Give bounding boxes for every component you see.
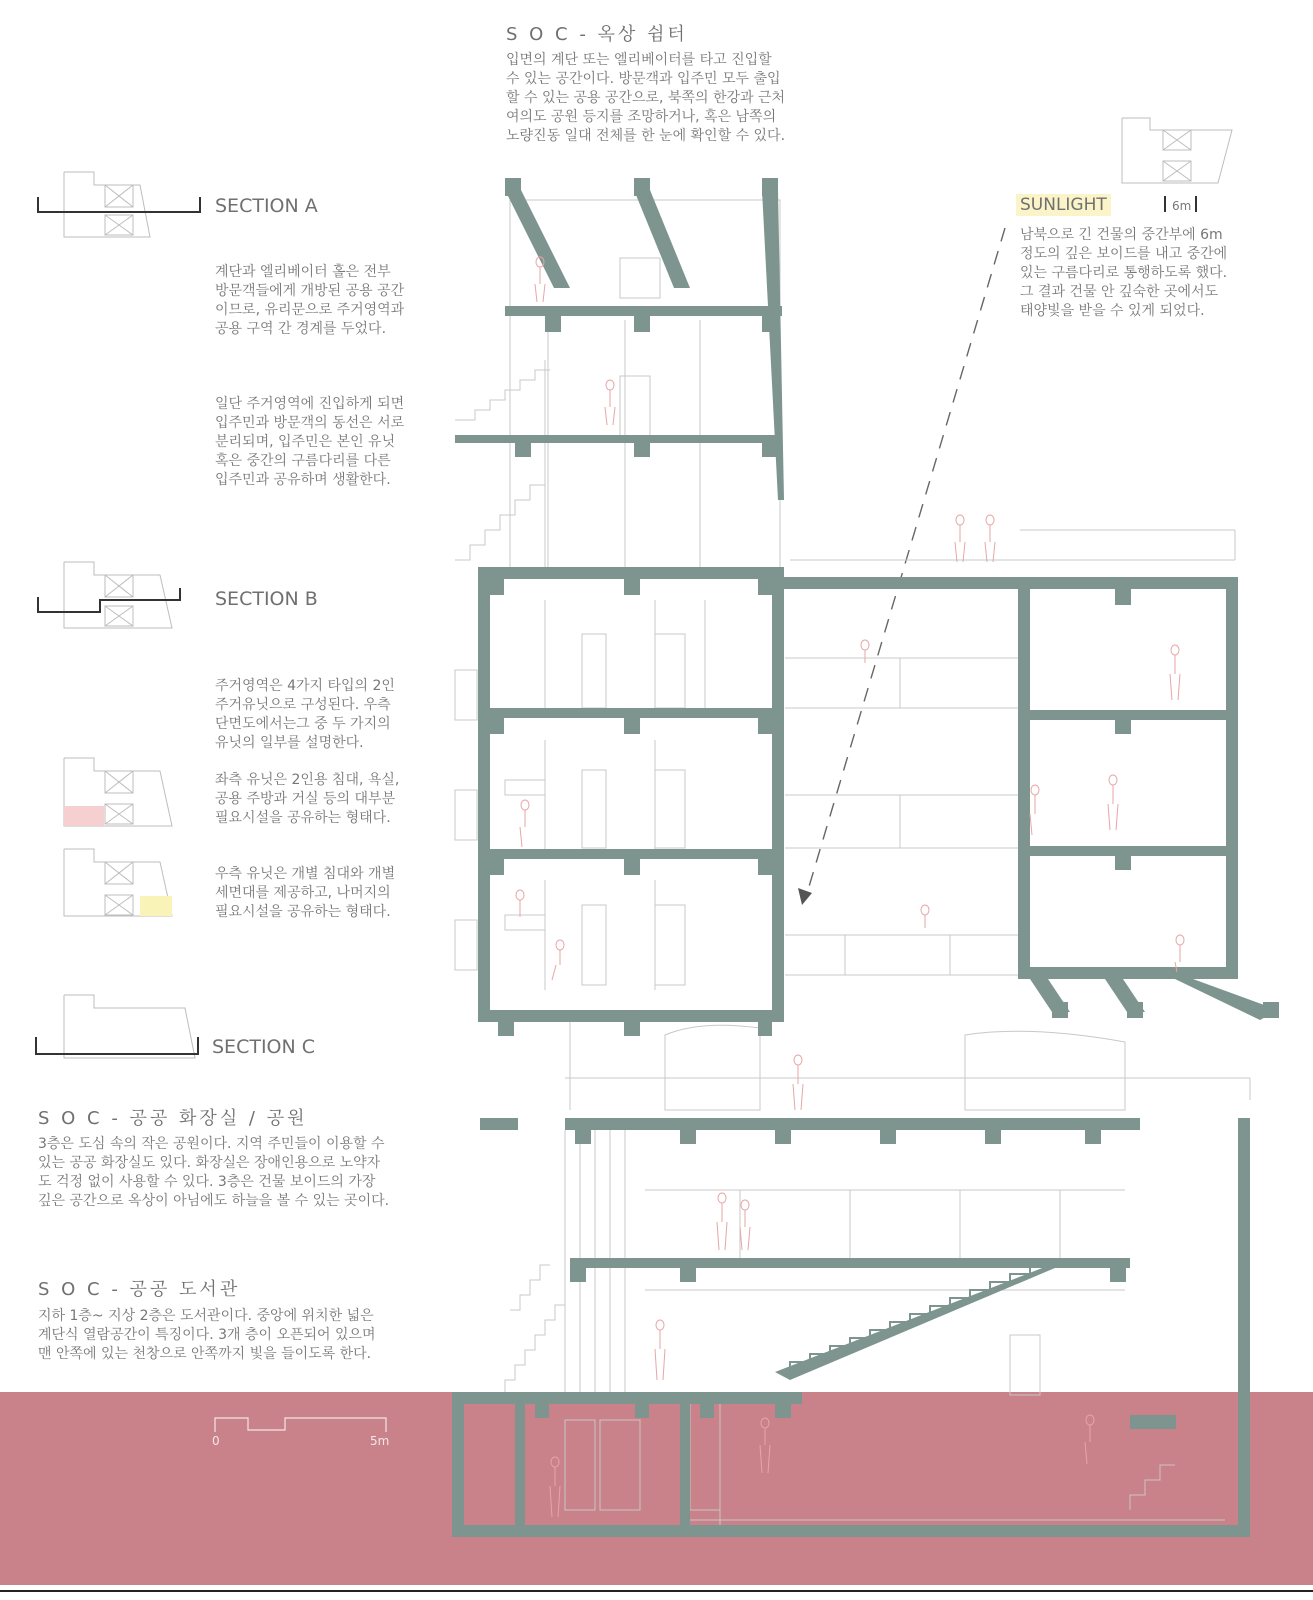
keyplan-left-unit <box>64 758 172 826</box>
roof-description: 입면의 계단 또는 엘리베이터를 타고 진입할 수 있는 공간이다. 방문객과 입주민 모두 출입 할 수 있는 공용 공간으로, 북쪽의 한강과 근처 여의도 공원 등지를 조망하거나, 혹은 남쪽의 노량진동 일대 전체를 한 눈에 확인할 수 있다. <box>506 52 786 144</box>
sunlight-scale: 6m <box>1172 199 1192 213</box>
section-a-text-2: 일단 주거영역에 진입하게 되면 입주민과 방문객의 동선은 서로 분리되며, 입주민은 본인 유닛 혹은 중간의 구름다리를 다른 입주민과 공유하며 생활한다. <box>215 396 405 488</box>
park-description: 3층은 도심 속의 작은 공원이다. 지역 주민들이 이용할 수 있는 공공 화장실도 있다. 화장실은 장애인용으로 노약자 도 걱정 없이 사용할 수 있다. 3층은 건물 보이드의 가장 깊은 공간으로 옥상이 아님에도 하늘을 볼 수 있는 곳이다. <box>38 1136 390 1209</box>
park-title: S O C - 공공 화장실 / 공원 <box>38 1108 308 1129</box>
scale-bar-end: 5m <box>370 1434 390 1448</box>
section-b-text-2: 좌측 유닛은 2인용 침대, 욕실, 공용 주방과 거실 등의 대부분 필요시설을 공유하는 형태다. <box>215 772 400 826</box>
keyplan-sunlight <box>1122 118 1232 183</box>
section-b-label: SECTION B <box>215 588 318 610</box>
library-description: 지하 1층~ 지상 2층은 도서관이다. 중앙에 위치한 넓은 계단식 열람공간이 특징이다. 3개 층이 오픈되어 있으며 맨 안쪽에 있는 천창으로 안쪽까지 빛을 들이도록 한다. <box>38 1308 376 1362</box>
roof-title: S O C - 옥상 쉼터 <box>506 24 688 45</box>
section-a-label: SECTION A <box>215 195 318 217</box>
sunlight-arrowhead <box>798 888 812 905</box>
structure-cut <box>452 178 1279 1537</box>
keyplan-section-a <box>64 172 150 237</box>
scale-bar <box>215 1418 386 1432</box>
library-title: S O C - 공공 도서관 <box>38 1279 241 1300</box>
section-c-label: SECTION C <box>212 1036 316 1058</box>
keyplan-right-unit <box>64 849 172 916</box>
human-figures <box>516 257 1184 1517</box>
section-b-text-3: 우측 유닛은 개별 침대와 개별 세면대를 제공하고, 나머지의 필요시설을 공유하는 형태다. <box>215 866 396 920</box>
section-a-text-1: 계단과 엘리베이터 홀은 전부 방문객들에게 개방된 공용 공간 이므로, 유리문으로 주거영역과 공용 구역 간 경계를 두었다. <box>215 264 405 337</box>
keyplan-section-b <box>64 562 172 628</box>
sunlight-label: SUNLIGHT <box>1016 194 1111 216</box>
sunlight-description: 남북으로 긴 건물의 중간부에 6m 정도의 깊은 보이드를 내고 중간에 있는 구름다리로 통행하도록 했다. 그 결과 건물 안 깊숙한 곳에서도 태양빛을 받을 수 있게 되었다. <box>1020 227 1228 319</box>
sunlight-arrow <box>808 228 1005 890</box>
keyplan-section-c <box>64 995 195 1058</box>
section-b-text-1: 주거영역은 4가지 타입의 2인 주거유닛으로 구성된다. 우측 단면도에서는그 중 두 가지의 유닛의 일부를 설명한다. <box>215 678 395 751</box>
scale-bar-start: 0 <box>212 1434 220 1448</box>
